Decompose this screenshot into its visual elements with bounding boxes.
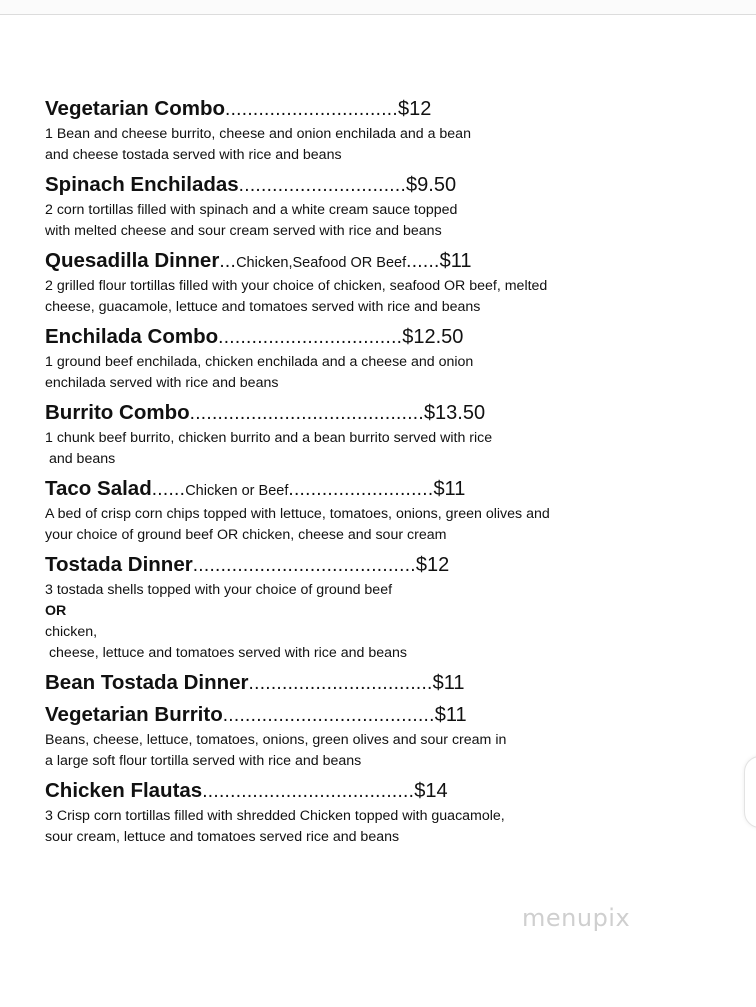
description-emphasis: OR	[45, 603, 67, 619]
leader-dots: ......................................	[222, 705, 435, 726]
menu-item-title-line	[45, 322, 735, 352]
menu-item-title-line	[45, 776, 735, 806]
description-text: 3 tostada shells topped with your choice of ground beef	[45, 582, 393, 598]
description-line: 1 chunk beef burrito, chicken burrito and a bean burrito served with rice	[45, 430, 493, 446]
menu-item-name: Chicken Flautas	[45, 779, 203, 802]
menu-item-title-line	[45, 474, 735, 504]
menu-item-description	[45, 276, 735, 318]
menu-item-description	[45, 504, 735, 546]
menu-item	[45, 668, 735, 698]
menu-item-title-line	[45, 170, 735, 200]
menu-item-description	[45, 124, 735, 166]
leader-dots: ......	[406, 251, 440, 272]
description-line: a large soft flour tortilla served with rice and beans	[45, 753, 362, 769]
menu-item	[45, 776, 735, 848]
description-text: chicken,	[45, 624, 98, 640]
leader-dots: .................................	[248, 673, 433, 694]
menu-item	[45, 398, 735, 470]
menu-item-description	[45, 580, 735, 664]
leader-dots: ........................................	[192, 555, 416, 576]
top-header-strip	[0, 0, 756, 15]
menu-item	[45, 322, 735, 394]
menu-item-price: $11	[439, 250, 472, 272]
menu-list	[45, 94, 735, 852]
menu-item-price: $11	[434, 704, 467, 726]
leader-dots: ......................................	[202, 781, 415, 802]
description-line: 3 Crisp corn tortillas filled with shredded Chicken topped with guacamole,	[45, 808, 505, 824]
menu-item	[45, 550, 735, 664]
leader-dots: ...	[219, 251, 237, 272]
menu-item-name: Tostada Dinner	[45, 553, 193, 576]
description-line	[45, 580, 735, 643]
menu-item-name: Vegetarian Burrito	[45, 703, 223, 726]
menu-item-title-line	[45, 700, 735, 730]
menu-item-name: Quesadilla Dinner	[45, 249, 220, 272]
menu-item	[45, 700, 735, 772]
menu-item-price: $12	[415, 554, 450, 576]
description-line: your choice of ground beef OR chicken, cheese and sour cream	[45, 527, 447, 543]
menu-item-description	[45, 428, 735, 470]
description-line: 2 grilled flour tortillas filled with your choice of chicken, seafood OR beef, melted	[45, 278, 548, 294]
leader-dots: ..............................	[238, 175, 407, 196]
menupix-watermark: menupix	[522, 904, 631, 932]
menu-item-price: $12	[397, 98, 432, 120]
menu-item-price: $12.50	[402, 326, 464, 348]
menu-item-price: $11	[433, 478, 466, 500]
description-line: 2 corn tortillas filled with spinach and a white cream sauce topped	[45, 202, 458, 218]
menu-item-title-line	[45, 668, 735, 698]
menu-item	[45, 94, 735, 166]
menu-item	[45, 170, 735, 242]
menu-item-description	[45, 352, 735, 394]
description-line: sour cream, lettuce and tomatoes served rice and beans	[45, 829, 400, 845]
menu-item	[45, 246, 735, 318]
menu-item-title-line	[45, 246, 735, 276]
menu-item-name: Bean Tostada Dinner	[45, 671, 249, 694]
description-line: cheese, lettuce and tomatoes served with rice and beans	[45, 645, 407, 661]
menu-item-title-line	[45, 94, 735, 124]
menu-item-title-line	[45, 398, 735, 428]
menu-item-option: Chicken or Beef	[185, 483, 289, 499]
menu-item-price: $14	[414, 780, 448, 802]
menu-item-name: Taco Salad	[45, 477, 152, 500]
leader-dots: .................................	[218, 327, 403, 348]
menu-item-name: Vegetarian Combo	[45, 97, 225, 120]
description-line: A bed of crisp corn chips topped with lettuce, tomatoes, onions, green olives and	[45, 506, 550, 522]
menu-item-price: $11	[432, 672, 465, 694]
leader-dots: ..........................................	[189, 403, 424, 424]
leader-dots: ......	[151, 479, 186, 500]
menu-item-description	[45, 200, 735, 242]
description-line: and cheese tostada served with rice and beans	[45, 147, 342, 163]
menu-item-description	[45, 730, 735, 772]
menu-item-price: $9.50	[406, 174, 457, 196]
description-line: with melted cheese and sour cream served with rice and beans	[45, 223, 442, 239]
leader-dots: ..........................	[288, 479, 434, 500]
menu-item-name: Spinach Enchiladas	[45, 173, 239, 196]
description-line: and beans	[45, 451, 116, 467]
menu-item-price: $13.50	[423, 402, 486, 424]
leader-dots: ...............................	[225, 99, 398, 120]
description-line: Beans, cheese, lettuce, tomatoes, onions, green olives and sour cream in	[45, 732, 507, 748]
description-line: 1 Bean and cheese burrito, cheese and onion enchilada and a bean	[45, 126, 471, 142]
menu-item-name: Enchilada Combo	[45, 325, 219, 348]
menu-item-option: Chicken,Seafood OR Beef	[236, 255, 407, 271]
menu-item-description	[45, 806, 735, 848]
scroll-handle[interactable]	[744, 756, 756, 828]
description-line: cheese, guacamole, lettuce and tomatoes served with rice and beans	[45, 299, 481, 315]
menu-item	[45, 474, 735, 546]
menu-item-name: Burrito Combo	[45, 401, 190, 424]
description-line: enchilada served with rice and beans	[45, 375, 279, 391]
description-line: 1 ground beef enchilada, chicken enchilada and a cheese and onion	[45, 354, 474, 370]
menu-item-title-line	[45, 550, 735, 580]
